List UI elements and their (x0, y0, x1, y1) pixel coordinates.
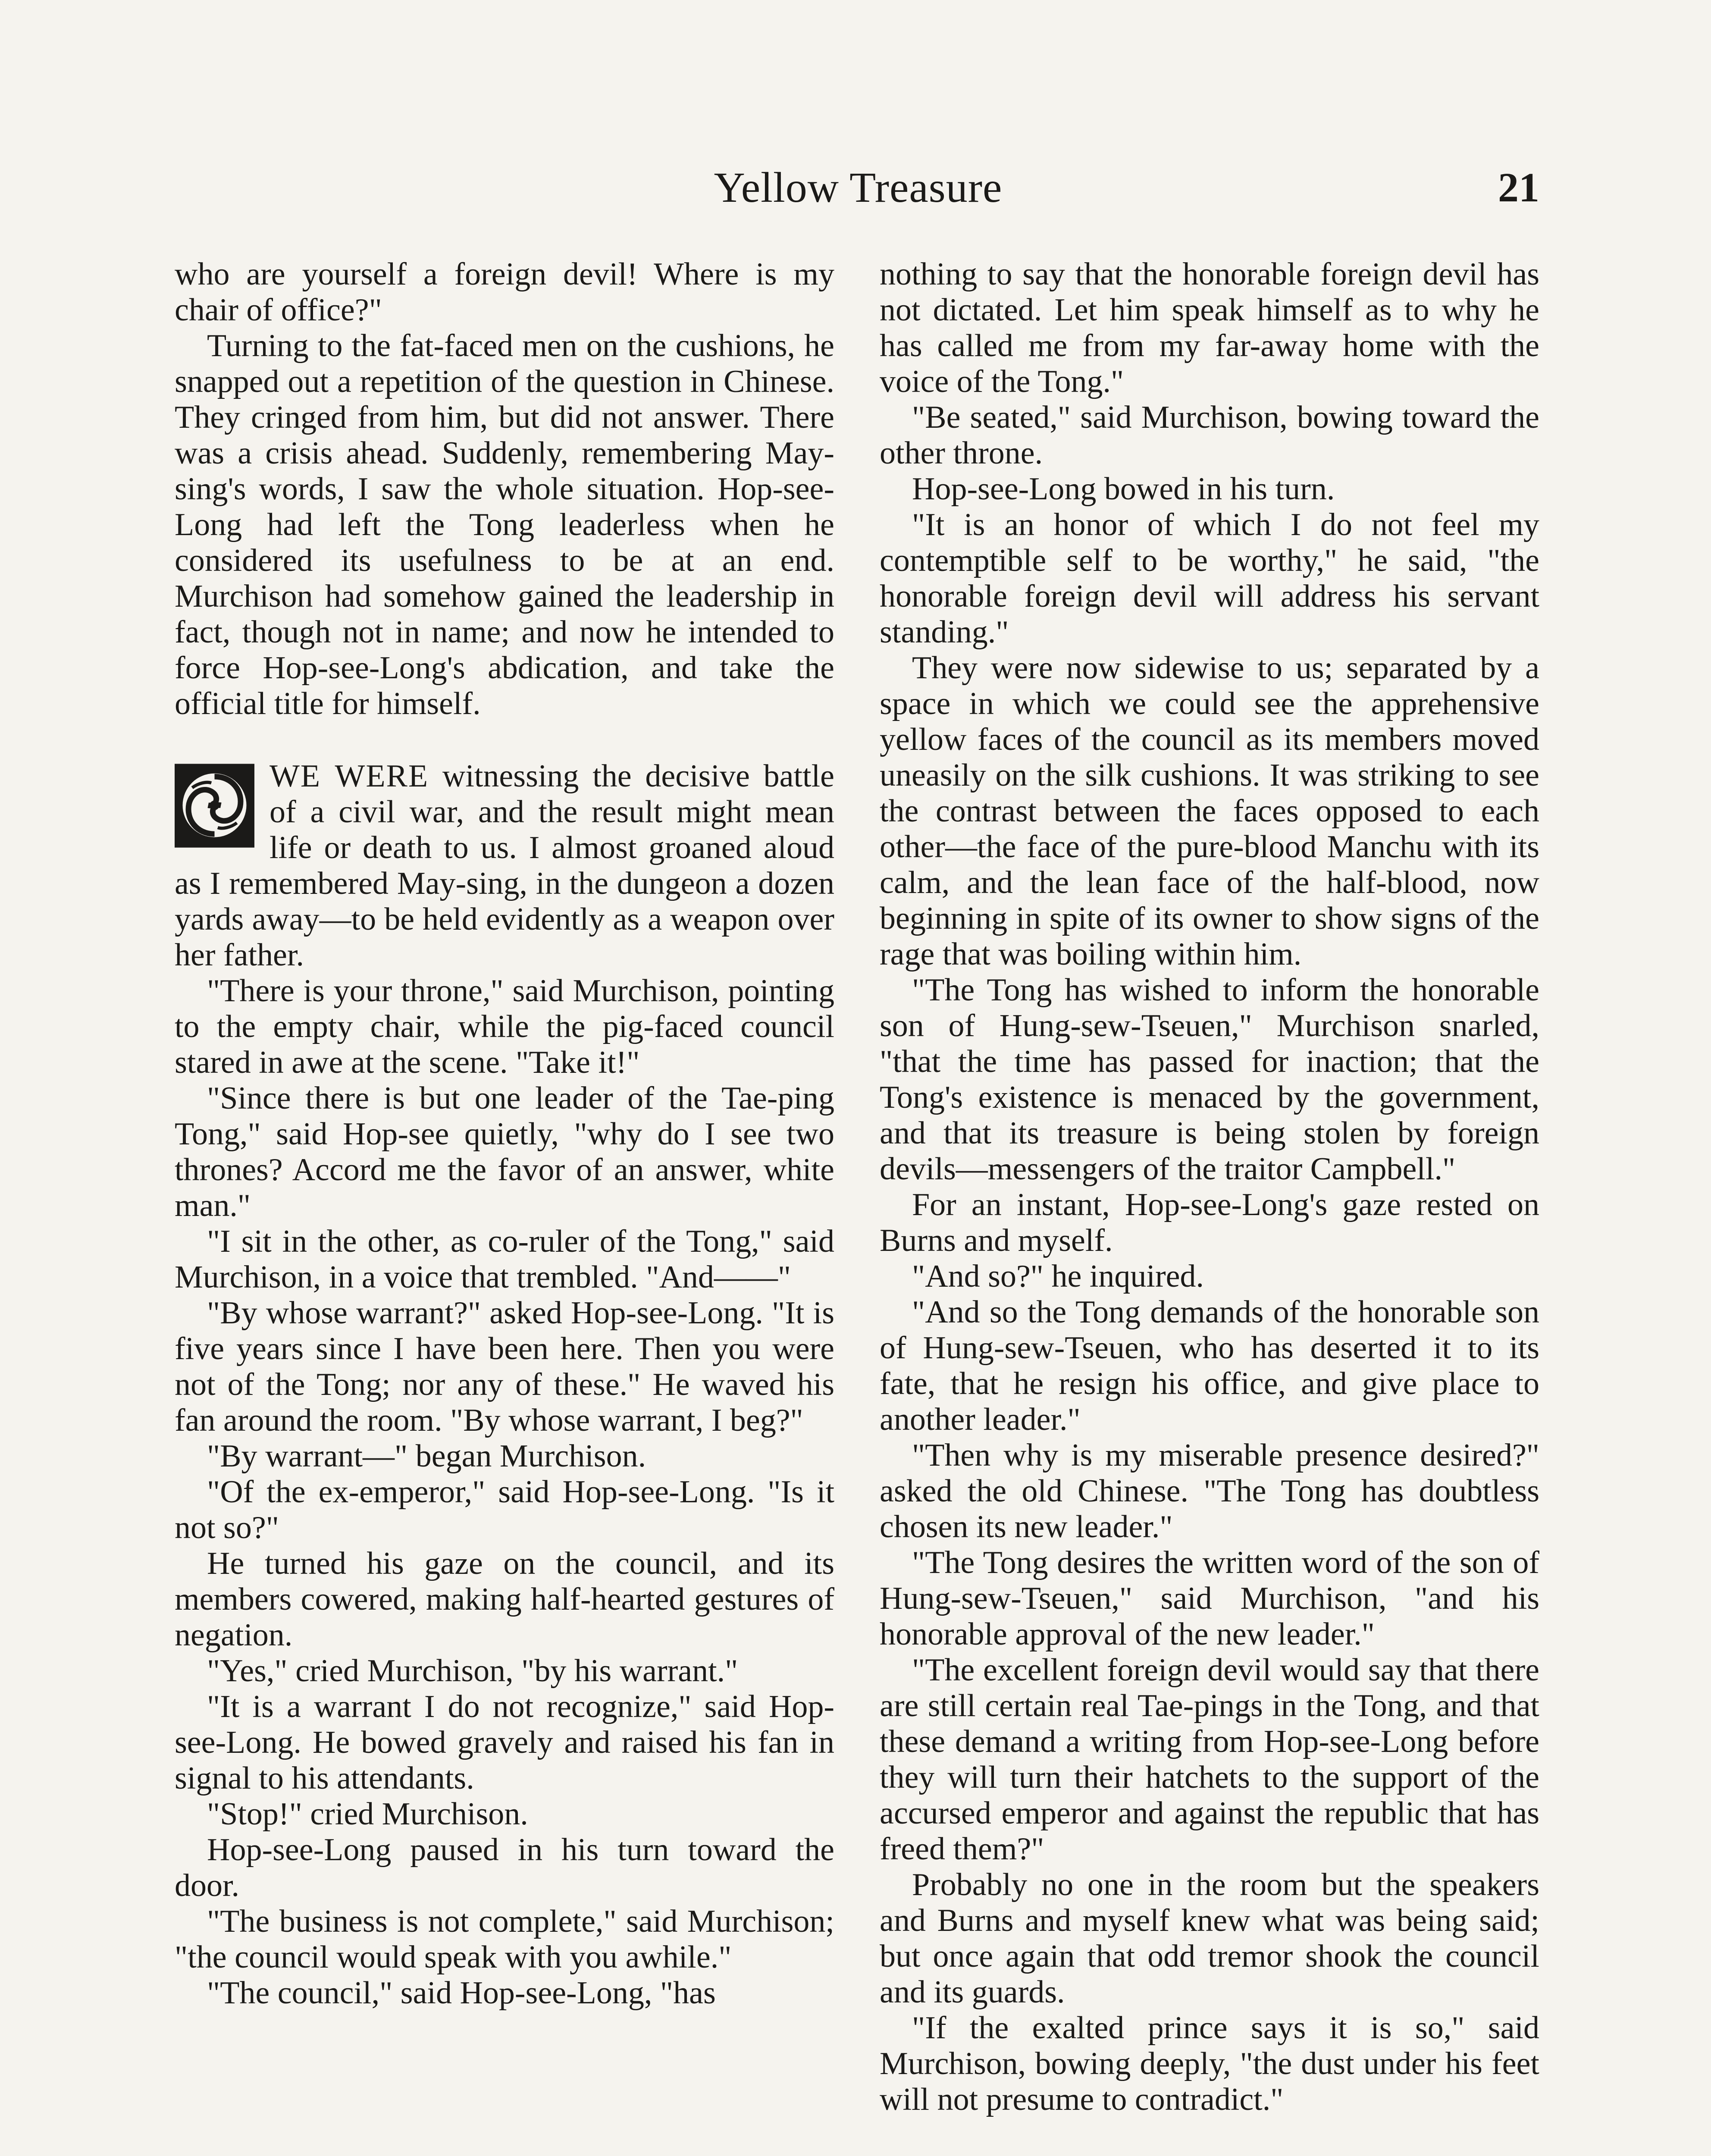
paragraph: "By whose warrant?" asked Hop-see-Long. "It is five years since I have been here. Then you were not of the Tong; nor any of these." He waved his fan around the room. "By whose warrant, I beg?" (175, 1295, 834, 1438)
section-opening-paragraph (175, 758, 834, 973)
paragraph: "Since there is but one leader of the Tae-ping Tong," said Hop-see quietly, "why do I see two thrones? Accord me the favor of an answer, white man." (175, 1081, 834, 1223)
paragraph: They were now sidewise to us; separated by a space in which we could see the apprehensive yellow faces of the council as its members moved uneasily on the silk cushions. It was striking to see the contrast between the faces opposed to each other—the face of the pure-blood Manchu with its calm, and the lean face of the half-blood, now beginning in spite of its owner to show signs of the rage that was boiling within him. (880, 650, 1539, 972)
paragraph: "It is a warrant I do not recognize," said Hop-see-Long. He bowed gravely and raised his fan in signal to his attendants. (175, 1689, 834, 1796)
section-opening-rest: witnessing the decisive (429, 758, 750, 794)
paragraph: Probably no one in the room but the speakers and Burns and myself knew what was being said; but once again that odd tremor shook the council and its guards. (880, 1867, 1539, 2010)
paragraph: "The business is not complete," said Murchison; "the council would speak with you awhile." (175, 1904, 834, 1975)
paragraph: "I sit in the other, as co-ruler of the Tong," said Murchison, in a voice that trembled. "And——" (175, 1224, 834, 1295)
left-column (175, 257, 834, 2011)
page-number: 21 (1498, 164, 1539, 210)
paragraph: "The Tong desires the written word of the son of Hung-sew-Tseuen," said Murchison, "and his honorable approval of the new leader." (880, 1545, 1539, 1652)
paragraph-continuation: battle of a civil war, and the result might mean life or death to us. I almost groaned aloud as I remembered May-sing, in the dungeon a dozen yards away—to be held evidently as a weapon over her father. (175, 758, 834, 973)
paragraph: For an instant, Hop-see-Long's gaze rested on Burns and myself. (880, 1187, 1539, 1258)
right-column (880, 257, 1539, 2118)
decorative-initial-ornament-icon (175, 764, 254, 848)
paragraph: "The council," said Hop-see-Long, "has (207, 1975, 716, 2011)
paragraph: Turning to the fat-faced men on the cushions, he snapped out a repetition of the question in Chinese. They cringed from him, but did not answer. There was a crisis ahead. Suddenly, remembering May-sing's words, I saw the whole situation. Hop-see-Long had left the Tong leaderless when he considered its usefulness to be at an end. Murchison had somehow gained the leadership in fact, though not in name; and now he intended to force Hop-see-Long's abdication, and take the official title for himself. (175, 328, 834, 721)
paragraph: "The excellent foreign devil would say that there are still certain real Tae-pings in the Tong, and that these demand a writing from Hop-see-Long before they will turn their hatchets to the support of the accursed emperor and against the republic that has freed them?" (880, 1652, 1539, 1867)
paragraph: "Of the ex-emperor," said Hop-see-Long. "Is it not so?" (175, 1474, 834, 1545)
paragraph: "It is an honor of which I do not feel my contemptible self to be worthy," he said, "the honorable foreign devil will address his servant standing." (880, 507, 1539, 650)
paragraph: "There is your throne," said Murchison, pointing to the empty chair, while the pig-faced council stared in awe at the scene. "Take it!" (175, 973, 834, 1080)
paragraph: "Be seated," said Murchison, bowing toward the other throne. (880, 400, 1539, 471)
section-opening-caps: WE WERE (269, 758, 429, 794)
paragraph: "By warrant—" began Murchison. (207, 1438, 646, 1474)
paragraph: He turned his gaze on the council, and its members cowered, making half-hearted gestures of negation. (175, 1546, 834, 1653)
paragraph: "If the exalted prince says it is so," said Murchison, bowing deeply, "the dust under his feet will not presume to contradict." (880, 2010, 1539, 2117)
paragraph: "The Tong has wished to inform the honorable son of Hung-sew-Tseuen," Murchison snarled, "that the time has passed for inaction; that the Tong's existence is menaced by the government, and that its treasure is being stolen by foreign devils—messengers of the traitor Campbell." (880, 972, 1539, 1187)
paragraph: Hop-see-Long paused in his turn toward the door. (175, 1832, 834, 1903)
paragraph: "And so?" he inquired. (912, 1259, 1204, 1294)
paragraph: "Yes," cried Murchison, "by his warrant." (207, 1653, 738, 1689)
paragraph: Hop-see-Long bowed in his turn. (912, 471, 1335, 507)
paragraph: who are yourself a foreign devil! Where is my chair of office?" (175, 257, 834, 328)
paragraph: "Stop!" cried Murchison. (207, 1796, 528, 1832)
paragraph: "Then why is my miserable presence desired?" asked the old Chinese. "The Tong has doubtless chosen its new leader." (880, 1438, 1539, 1545)
paragraph: nothing to say that the honorable foreign devil has not dictated. Let him speak himself as to why he has called me from my far-away home with the voice of the Tong." (880, 257, 1539, 399)
running-title: Yellow Treasure (714, 163, 1003, 211)
paragraph: "And so the Tong demands of the honorable son of Hung-sew-Tseuen, who has deserted it to its fate, that he resign his office, and give place to another leader." (880, 1294, 1539, 1437)
page-header (0, 160, 1711, 224)
